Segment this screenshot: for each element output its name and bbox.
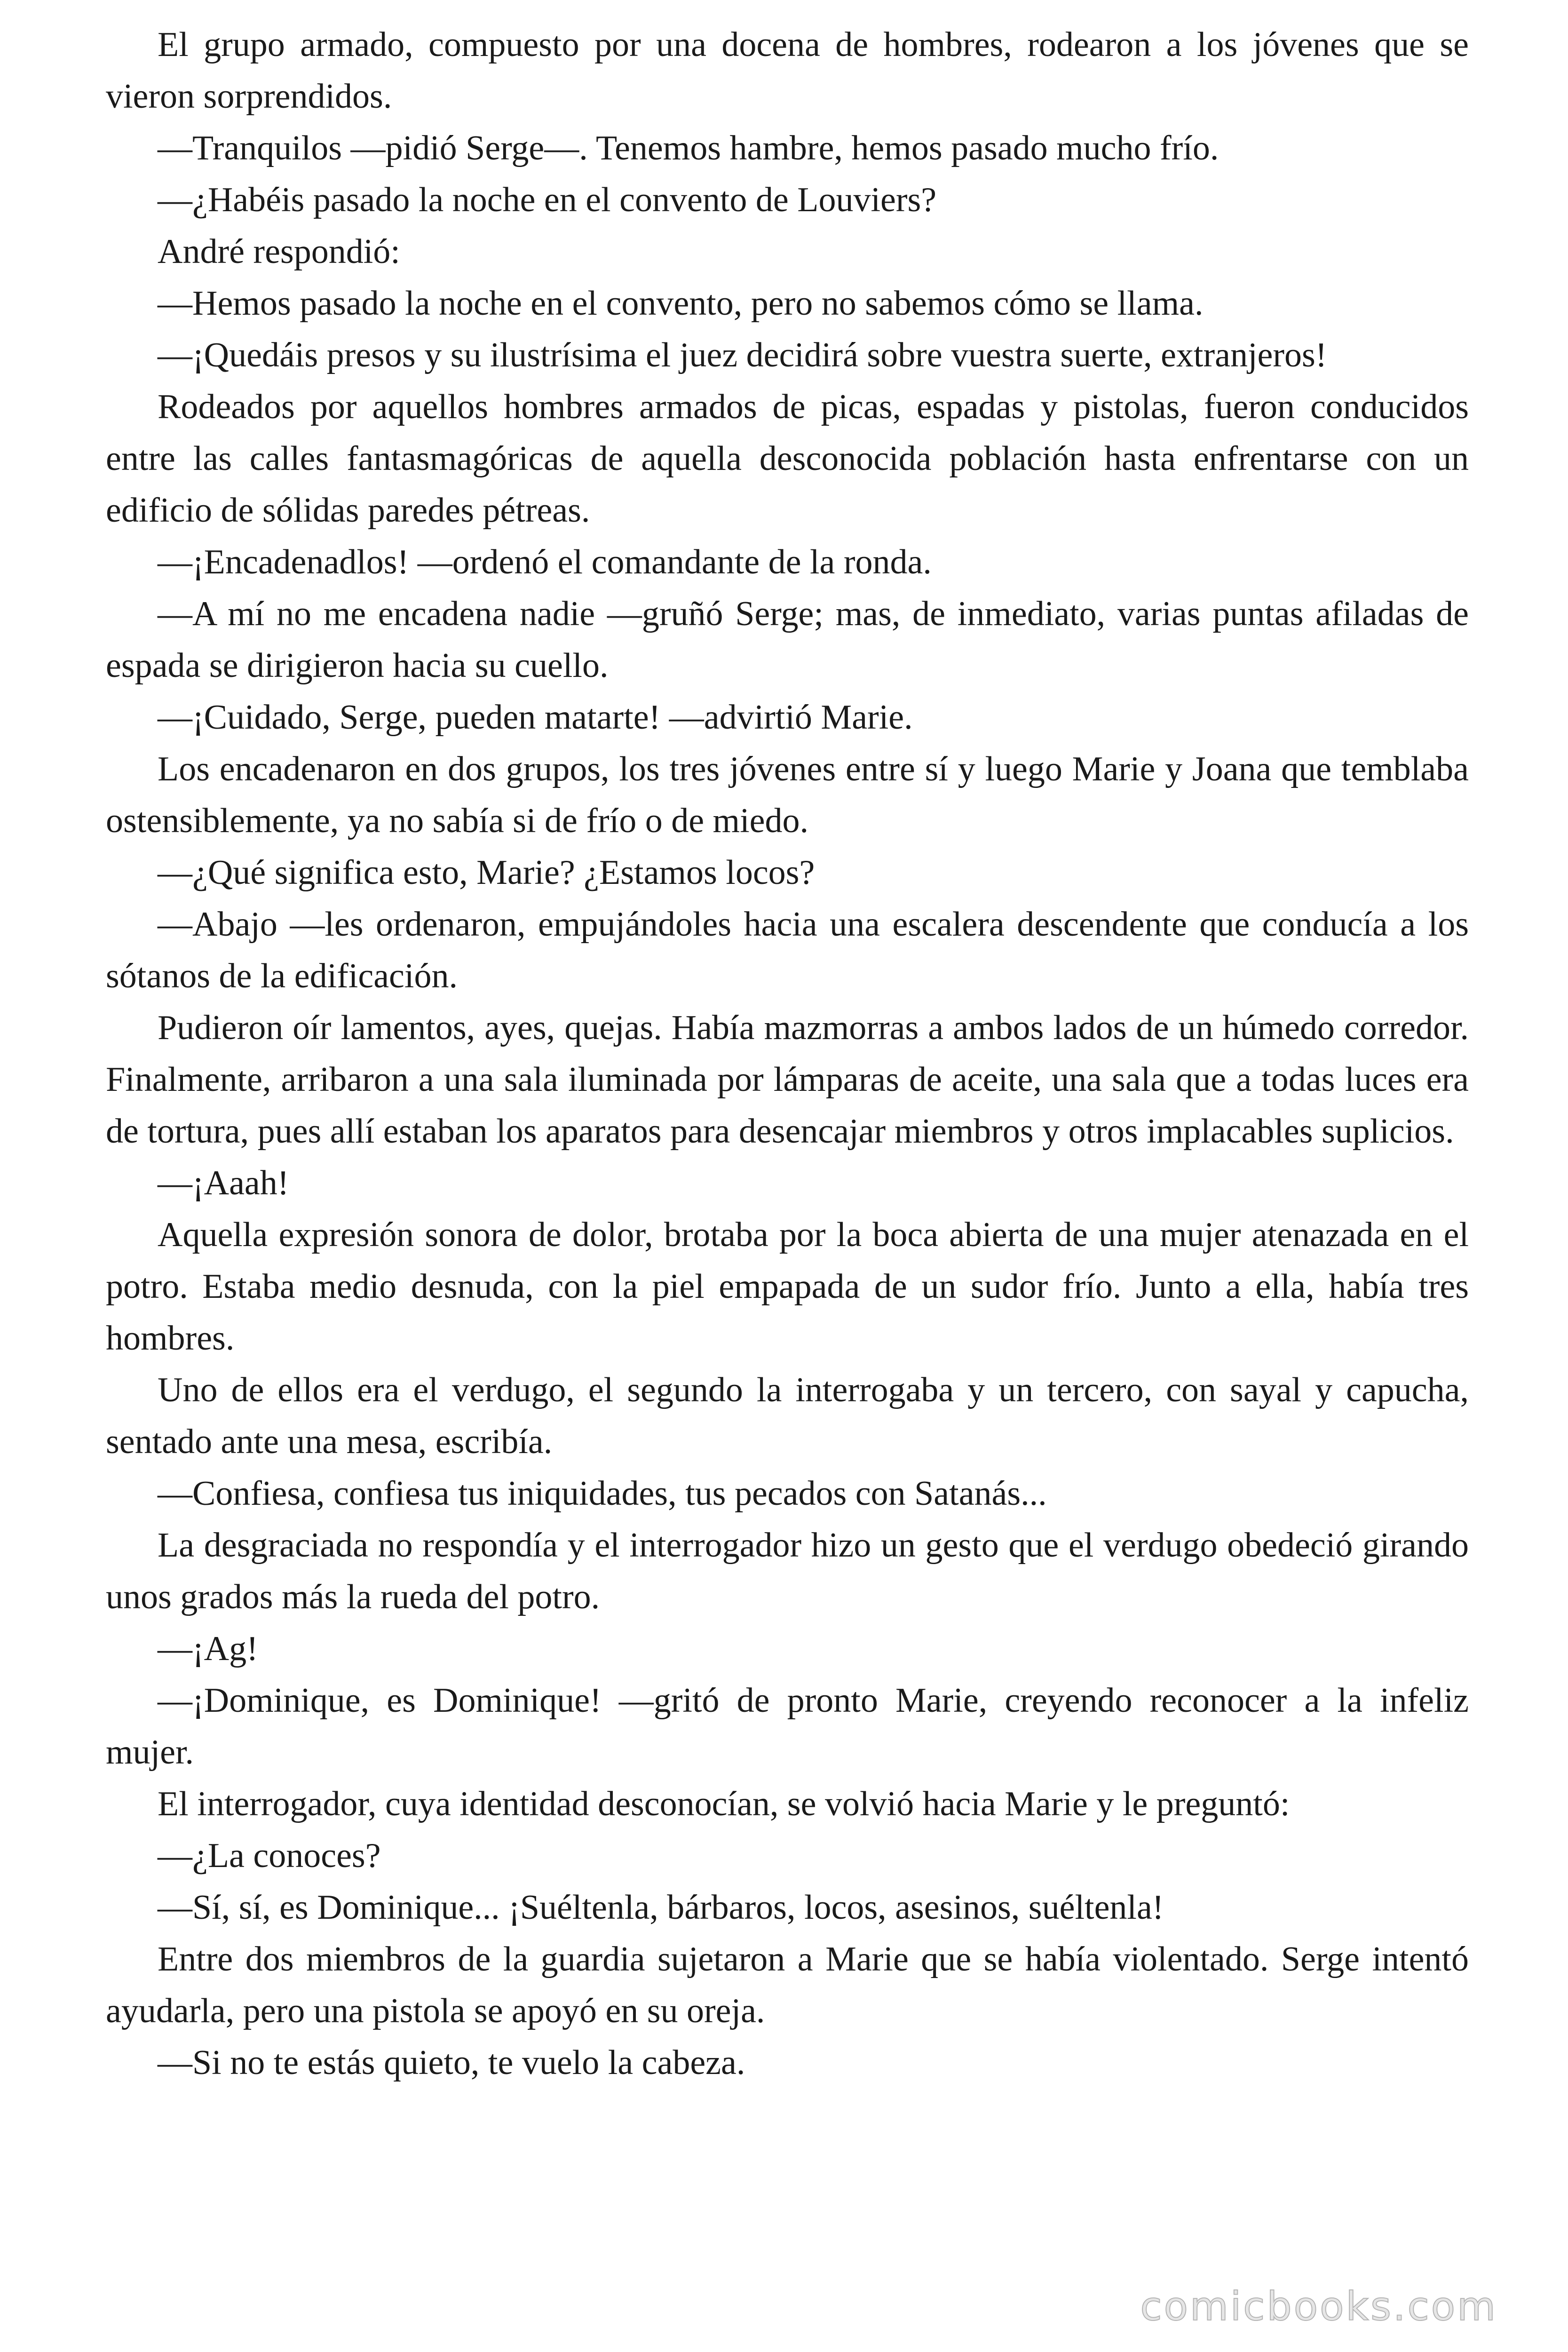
- paragraph: —¡Cuidado, Serge, pueden matarte! —advirtió Marie.: [158, 698, 913, 737]
- paragraph: El interrogador, cuya identidad desconocían, se volvió hacia Marie y le preguntó:: [158, 1785, 1290, 1823]
- paragraph: —Confiesa, confiesa tus iniquidades, tus pecados con Satanás...: [158, 1474, 1047, 1513]
- paragraph: —¡Aaah!: [158, 1164, 289, 1202]
- paragraph: —Tranquilos —pidió Serge—. Tenemos hambre, hemos pasado mucho frío.: [158, 129, 1219, 167]
- paragraph: —Sí, sí, es Dominique... ¡Suéltenla, bárbaros, locos, asesinos, suéltenla!: [158, 1888, 1164, 1927]
- paragraph: —¡Dominique, es Dominique! —gritó de pronto Marie, creyendo reconocer a la infeliz mujer.: [106, 1681, 1469, 1772]
- paragraph: Entre dos miembros de la guardia sujetaron a Marie que se había violentado. Serge intentó ayudarla, pero una pistola se apoyó en su oreja.: [106, 1940, 1469, 2030]
- paragraph: Los encadenaron en dos grupos, los tres jóvenes entre sí y luego Marie y Joana que temblaba ostensiblemente, ya no sabía si de frío o de miedo.: [106, 750, 1469, 840]
- paragraph: —A mí no me encadena nadie —gruñó Serge; mas, de inmediato, varias puntas afiladas de espada se dirigieron hacia su cuello.: [106, 595, 1469, 685]
- paragraph: Rodeados por aquellos hombres armados de picas, espadas y pistolas, fueron conducidos entre las calles fantasmagóricas de aquella desconocida población hasta enfrentarse con un edificio de sólidas paredes pétreas.: [106, 388, 1469, 530]
- page-text: [106, 19, 1469, 2089]
- paragraph: —Hemos pasado la noche en el convento, pero no sabemos cómo se llama.: [158, 284, 1204, 323]
- paragraph: Aquella expresión sonora de dolor, brotaba por la boca abierta de una mujer atenazada en el potro. Estaba medio desnuda, con la piel empapada de un sudor frío. Junto a ella, había tres hombres.: [106, 1216, 1469, 1358]
- paragraph: —¡Ag!: [158, 1629, 258, 1668]
- paragraph: —¡Quedáis presos y su ilustrísima el juez decidirá sobre vuestra suerte, extranjeros!: [158, 336, 1327, 374]
- paragraph: —¡Encadenadlos! —ordenó el comandante de la ronda.: [158, 543, 932, 581]
- paragraph: —¿Qué significa esto, Marie? ¿Estamos locos?: [158, 853, 815, 892]
- paragraph: André respondió:: [158, 232, 400, 271]
- paragraph: —¿La conoces?: [158, 1836, 381, 1875]
- paragraph: La desgraciada no respondía y el interrogador hizo un gesto que el verdugo obedeció girando unos grados más la rueda del potro.: [106, 1526, 1469, 1616]
- watermark: comicbooks.com: [1140, 2283, 1497, 2329]
- paragraph: —¿Habéis pasado la noche en el convento de Louviers?: [158, 181, 937, 219]
- paragraph: El grupo armado, compuesto por una docena de hombres, rodearon a los jóvenes que se vieron sorprendidos.: [106, 25, 1469, 116]
- paragraph: Uno de ellos era el verdugo, el segundo la interrogaba y un tercero, con sayal y capucha, sentado ante una mesa, escribía.: [106, 1371, 1469, 1461]
- paragraph: —Si no te estás quieto, te vuelo la cabeza.: [158, 2043, 745, 2082]
- paragraph: —Abajo —les ordenaron, empujándoles hacia una escalera descendente que conducía a los sótanos de la edificación.: [106, 905, 1469, 995]
- paragraph: Pudieron oír lamentos, ayes, quejas. Había mazmorras a ambos lados de un húmedo corredor. Finalmente, arribaron a una sala iluminada por lámparas de aceite, una sala que a todas luces era de tortura, pues allí estaban los aparatos para desencajar miembros y otros implacables suplicios.: [106, 1009, 1469, 1151]
